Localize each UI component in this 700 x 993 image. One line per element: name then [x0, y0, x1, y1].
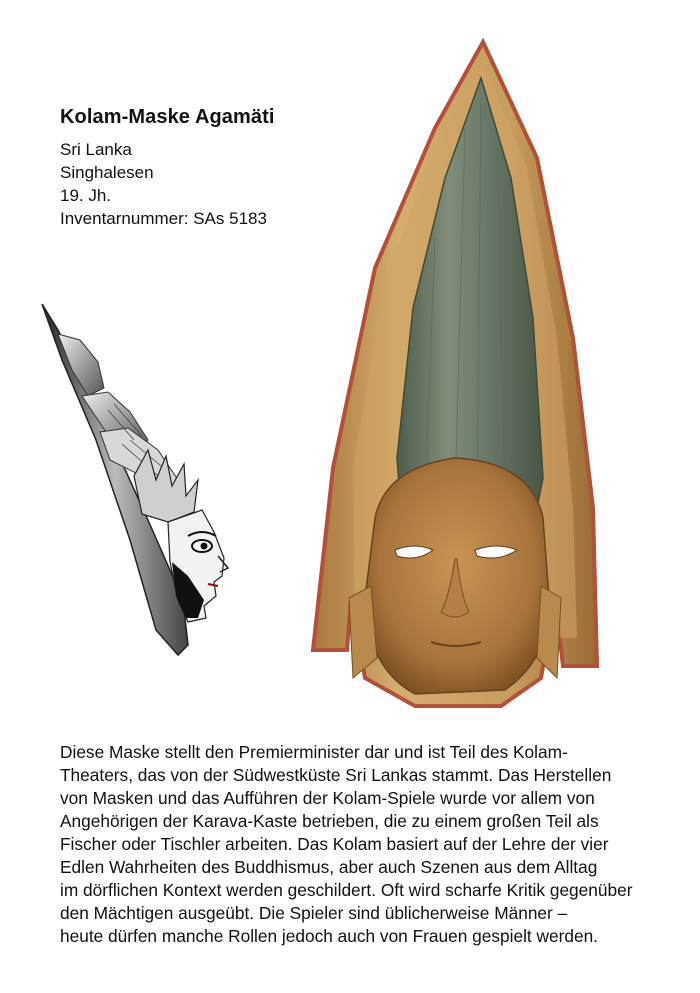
- meta-inventory: Inventarnummer: SAs 5183: [60, 209, 267, 228]
- meta-people: Singhalesen: [60, 163, 154, 182]
- description-line: Edlen Wahrheiten des Buddhismus, aber auch Szenen aus dem Alltag: [60, 857, 598, 877]
- object-metadata: [60, 138, 267, 230]
- page-title: Kolam-Maske Agamäti: [60, 106, 275, 128]
- description-line: den Mächtigen ausgeübt. Die Spieler sind üblicherweise Männer –: [60, 903, 568, 923]
- description-text: [60, 741, 680, 948]
- description-line: Angehörigen der Karava-Kaste betrieben, die zu einem großen Teil als: [60, 811, 599, 831]
- description-line: heute dürfen manche Rollen jedoch auch von Frauen gespielt werden.: [60, 926, 598, 946]
- description-line: im dörflichen Kontext werden geschildert. Oft wird scharfe Kritik gegenüber: [60, 880, 633, 900]
- description-line: von Masken und das Aufführen der Kolam-Spiele wurde vor allem von: [60, 788, 595, 808]
- description-line: Diese Maske stellt den Premierminister dar und ist Teil des Kolam-: [60, 742, 568, 762]
- description-line: Fischer oder Tischler arbeiten. Das Kolam basiert auf der Lehre der vier: [60, 834, 609, 854]
- meta-region: Sri Lanka: [60, 140, 132, 159]
- mask-side-view-photo: [38, 300, 238, 660]
- meta-date: 19. Jh.: [60, 186, 112, 205]
- description-line: Theaters, das von der Südwestküste Sri Lankas stammt. Das Herstellen: [60, 765, 612, 785]
- mask-front-view-photo: [305, 38, 605, 710]
